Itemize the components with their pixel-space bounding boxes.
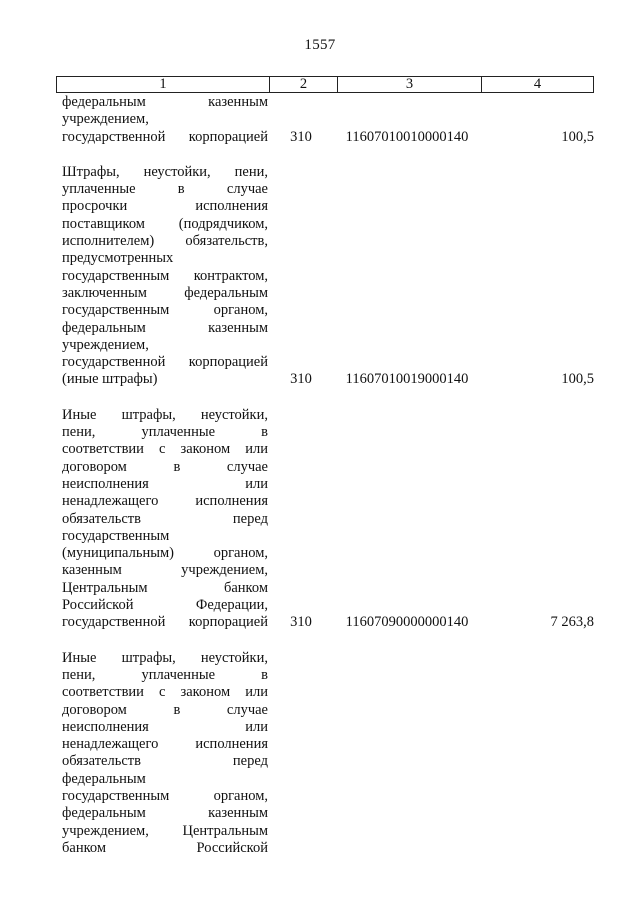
description-line: учреждением, [62,111,149,128]
description-line: Иные штрафы, неустойки, [62,649,268,666]
row-description [56,650,268,858]
description-line: обязательств перед [62,753,268,770]
amount: 7 263,8 [550,614,594,631]
description-line: поставщиком (подрядчиком, [62,215,268,232]
row-description [56,94,268,146]
description-line: неисполнения или [62,475,268,492]
description-line: заключенным федеральным [62,284,268,301]
admin-code: 310 [290,614,312,631]
description-line: просрочки исполнения [62,198,268,215]
page-number: 1557 [304,37,336,53]
header-col-1: 1 [159,76,167,92]
description-line: ненадлежащего исполнения [62,736,268,753]
amount: 100,5 [561,128,594,145]
description-line: (иные штрафы) [62,371,158,388]
description-line: федеральным казенным [62,94,268,110]
header-col-2: 2 [269,77,337,92]
description-line: Российской Федерации, [62,597,268,614]
table-body [56,94,594,875]
description-line: Центральным банком [62,579,268,596]
admin-code: 310 [290,128,312,145]
description-line: учреждением, Центральным [62,822,268,839]
description-line: Иные штрафы, неустойки, [62,406,268,423]
description-line: государственным органом, [62,787,268,804]
description-line: государственной корпорацией [62,354,268,371]
kbk-code: 11607010019000140 [345,371,469,388]
description-line: федеральным казенным [62,805,268,822]
description-line: договором в случае [62,701,268,718]
description-line: соответствии с законом или [62,441,268,458]
description-line: Штрафы, неустойки, пени, [62,163,268,180]
description-line: государственной корпорацией [62,128,268,145]
row-description [56,407,268,632]
description-line: исполнителем) обязательств, [62,233,268,250]
description-line: предусмотренных [62,250,174,267]
description-line: пени, уплаченные в [62,666,268,683]
description-line: договором в случае [62,458,268,475]
table-header-row [56,76,594,93]
description-line: пени, уплаченные в [62,424,268,441]
admin-code: 310 [290,371,312,388]
header-col-4: 4 [481,77,593,92]
description-line: неисполнения или [62,718,268,735]
description-line: федеральным [62,770,146,787]
table-row [56,407,594,632]
description-line: государственным контрактом, [62,267,268,284]
description-line: соответствии с законом или [62,684,268,701]
description-line: государственным органом, [62,302,268,319]
kbk-code: 11607010010000140 [345,128,469,145]
kbk-code: 11607090000000140 [345,614,469,631]
header-col-3: 3 [337,77,481,92]
description-line: федеральным казенным [62,319,268,336]
description-line: ненадлежащего исполнения [62,493,268,510]
description-line: государственным [62,527,170,544]
description-line: учреждением, [62,336,149,353]
table-row [56,164,594,389]
row-description [56,164,268,389]
description-line: обязательств перед [62,510,268,527]
description-line: государственной корпорацией [62,614,268,631]
description-line: банком Российской [62,839,268,856]
description-line: (муниципальным) органом, [62,545,268,562]
table-row [56,650,594,858]
amount: 100,5 [561,371,594,388]
description-line: казенным учреждением, [62,562,268,579]
description-line: уплаченные в случае [62,181,268,198]
table-row [56,94,594,146]
